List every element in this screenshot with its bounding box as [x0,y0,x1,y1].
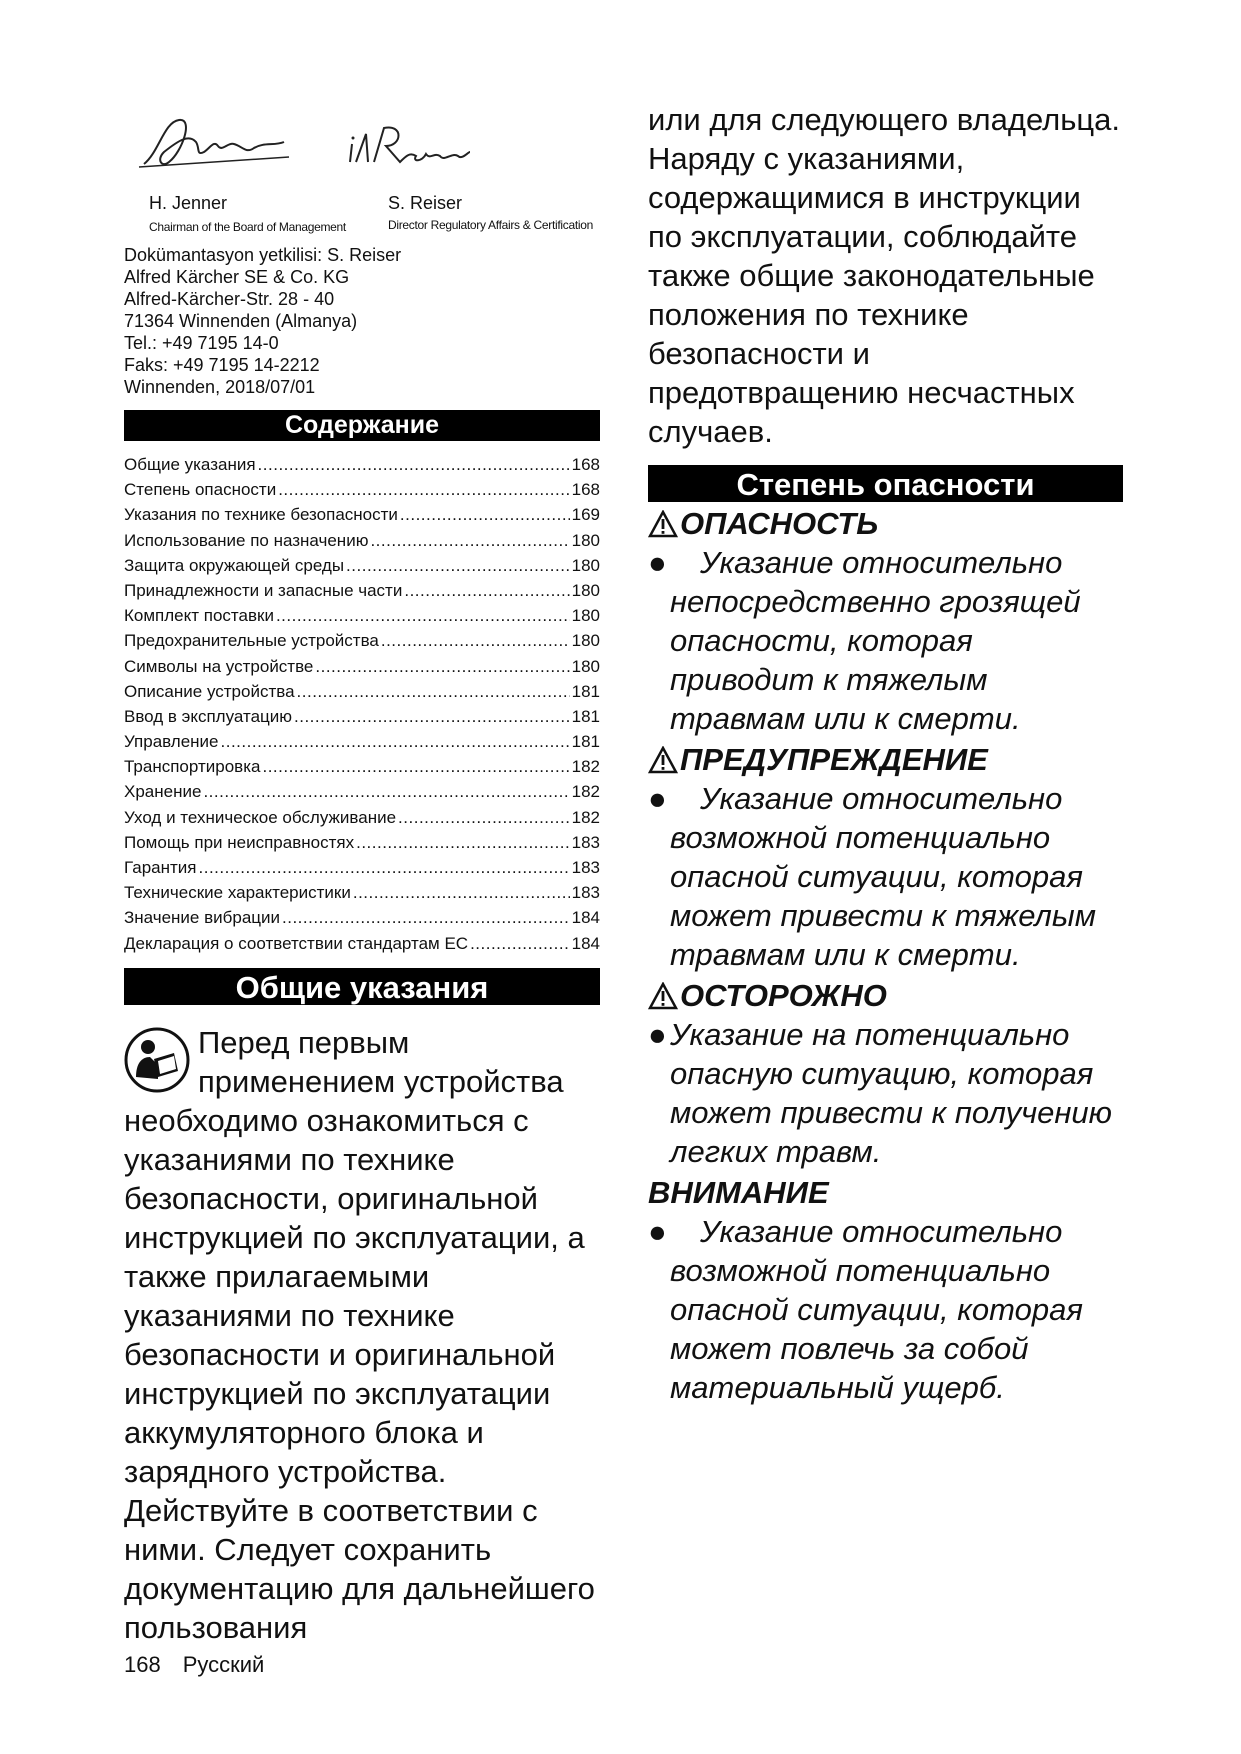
toc-item[interactable]: Указания по технике безопасности ..... 169 [124,502,600,527]
toc-item[interactable]: Гарантия ..... 183 [124,855,600,880]
read-manual-icon [124,1027,190,1093]
caution-level-text: Указание на потенциально опасную ситуацию, которая может привести к получению легких травм. [670,1017,1112,1169]
caution-level [648,976,1123,1171]
general-heading: Общие указания [124,968,600,1005]
jenner-signature-icon [134,112,294,172]
toc-item[interactable]: Символы на устройстве ..... 180 [124,654,600,679]
contact-line: Alfred-Kärcher-Str. 28 - 40 [124,289,335,309]
toc-item[interactable]: Значение вибрации ..... 184 [124,905,600,930]
warning-triangle-icon [648,982,678,1010]
general-text: Перед первым применением устройства необходимо ознакомиться с указаниями по технике безопасности, оригинальной инструкцией по эксплуатации, а также прилагаемыми указаниями по технике безопасности и оригинальной инструкцией по эксплуатации аккумуляторного блока и зарядного устройства. Действуйте в соответствии с ними. Следует сохранить документацию для дальнейшего пользования [124,1024,595,1645]
toc-item[interactable]: Помощь при неисправностях ..... 183 [124,830,600,855]
danger-level-text: Указание относительно непосредственно грозящей опасности, которая приводит к тяжелым травмам или к смерти. [670,545,1081,736]
contact-line: Alfred Kärcher SE & Co. KG [124,267,350,287]
toc-item[interactable]: Общие указания ..... 168 [124,452,600,477]
attention-level-text: Указание относительно возможной потенциально опасной ситуации, которая может повлечь за собой материальный ущерб. [670,1214,1083,1405]
toc-item[interactable]: Принадлежности и запасные части ..... 180 [124,578,600,603]
contact-line: 71364 Winnenden (Almanya) [124,311,358,331]
reiser-signature-icon [344,122,474,172]
toc-item[interactable]: Описание устройства ..... 181 [124,679,600,704]
signature-block [124,100,600,240]
toc-item[interactable]: Защита окружающей среды ..... 180 [124,553,600,578]
right-column [648,100,1123,1407]
toc-item[interactable]: Декларация о соответствии стандартам ЕС ..... 184 [124,931,600,956]
bullet-icon: ● [648,545,667,580]
toc-item[interactable]: Предохранительные устройства ..... 180 [124,628,600,653]
toc-item[interactable]: Использование по назначению ..... 180 [124,528,600,553]
bullet-icon: ● [648,781,667,816]
toc-item[interactable]: Технические характеристики ..... 183 [124,880,600,905]
toc-item[interactable]: Уход и техническое обслуживание ..... 182 [124,805,600,830]
toc-item[interactable]: Транспортировка ..... 182 [124,754,600,779]
contact-line: Dokümantasyon yetkilisi: S. Reiser [124,245,402,265]
warning-level-text: Указание относительно возможной потенциально опасной ситуации, которая может привести к тяжелым травмам или к смерти. [670,781,1096,972]
contact-line: Tel.: +49 7195 14-0 [124,333,279,353]
toc-item[interactable]: Хранение ..... 182 [124,779,600,804]
caution-level-name: ОСТОРОЖНО [680,978,887,1013]
danger-level [648,504,1123,738]
general-text-block [124,1023,600,1647]
signer-title: Chairman of the Board of Management [149,220,346,234]
toc-item[interactable]: Степень опасности ..... 168 [124,477,600,502]
toc-item[interactable]: Комплект поставки ..... 180 [124,603,600,628]
signer-name: S. Reiser [388,193,463,213]
warning-level [648,740,1123,974]
danger-levels-heading: Степень опасности [648,465,1123,502]
contact-line: Faks: +49 7195 14-2212 [124,355,320,375]
page-number: 168 [124,1652,161,1677]
toc-item[interactable]: Ввод в эксплуатацию ..... 181 [124,704,600,729]
attention-level-name: ВНИМАНИЕ [648,1175,829,1210]
language-label: Русский [182,1652,265,1677]
contact-line: Winnenden, 2018/07/01 [124,377,316,397]
page-footer [124,1652,286,1678]
contact-info [124,244,600,398]
warning-triangle-icon [648,746,678,774]
bullet-icon: ● [648,1017,667,1052]
signer-name: H. Jenner [149,193,228,213]
warning-triangle-icon [648,510,678,538]
attention-level [648,1173,1123,1407]
bullet-icon: ● [648,1214,667,1249]
warning-level-name: ПРЕДУПРЕЖДЕНИЕ [680,742,988,777]
table-of-contents [124,452,600,956]
signer-title: Director Regulatory Affairs & Certification [388,218,593,232]
toc-item[interactable]: Управление ..... 181 [124,729,600,754]
toc-heading: Содержание [124,410,600,441]
general-text-continued: или для следующего владельца. Наряду с указаниями, содержащимися в инструкции по эксплуатации, соблюдайте также общие законодательные положения по технике безопасности и предотвращению несчастных случаев. [648,102,1121,449]
danger-level-name: ОПАСНОСТЬ [680,506,879,541]
left-column [124,100,600,1647]
